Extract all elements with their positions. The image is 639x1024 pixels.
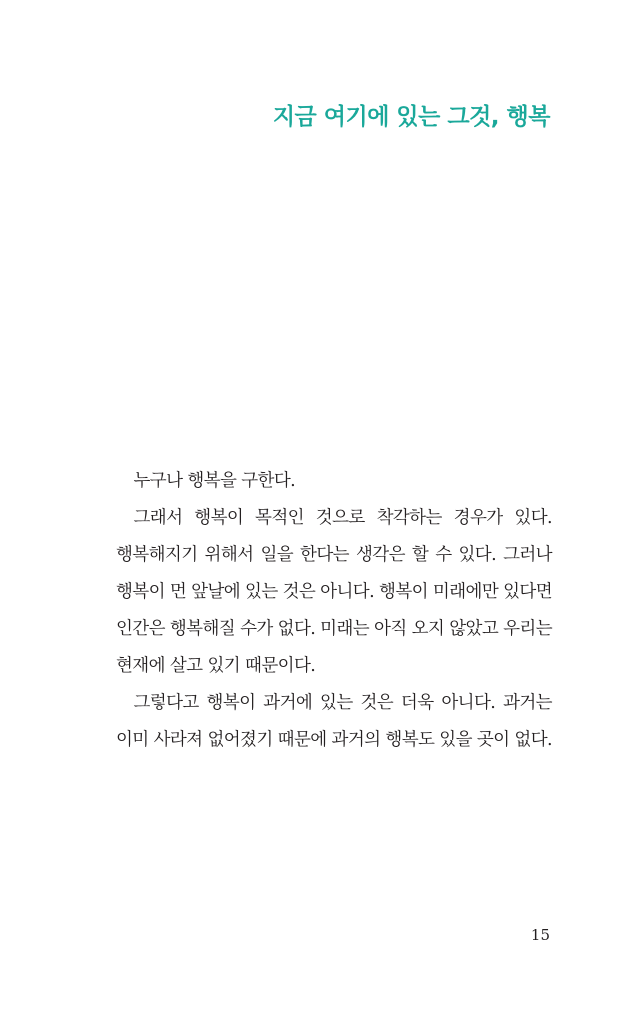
paragraph: 그렇다고 행복이 과거에 있는 것은 더욱 아니다. 과거는 이미 사라져 없어졌기 때문에 과거의 행복도 있을 곳이 없다. bbox=[116, 693, 552, 750]
body-text bbox=[116, 463, 552, 759]
chapter-title: 지금 여기에 있는 그것, 행복 bbox=[272, 104, 550, 130]
paragraph: 누구나 행복을 구한다. bbox=[133, 471, 296, 491]
page-number: 15 bbox=[530, 926, 550, 944]
paragraph: 그래서 행복이 목적인 것으로 착각하는 경우가 있다. 행복해지기 위해서 일을 한다는 생각은 할 수 있다. 그러나 행복이 먼 앞날에 있는 것은 아니다. 행복이 미래에만 있다면 인간은 행복해질 수가 없다. 미래는 아직 오지 않았고 우리는 현재에 살고 있기 때문이다. bbox=[116, 508, 552, 676]
